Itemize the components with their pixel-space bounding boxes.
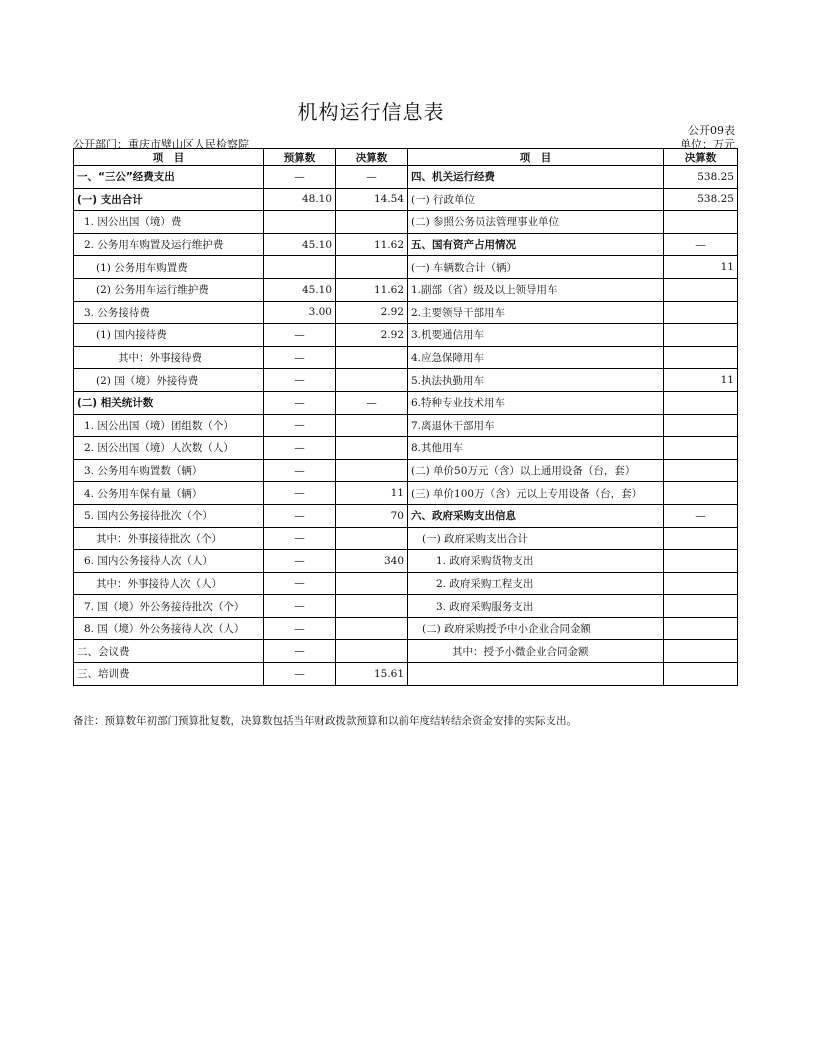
right-row-label: 3. 政府采购服务支出: [408, 595, 664, 618]
right-row-label: (二) 单价50万元（含）以上通用设备（台，套）: [408, 459, 664, 482]
final-cell: 14.54: [336, 188, 408, 211]
table-row: [74, 482, 738, 505]
right-final-cell: [664, 459, 738, 482]
final-cell: [336, 459, 408, 482]
row-label: (一) 支出合计: [74, 188, 264, 211]
right-final-cell: 538.25: [664, 188, 738, 211]
final-cell: 2.92: [336, 324, 408, 347]
row-label: 3. 公务接待费: [74, 301, 264, 324]
right-row-label: (三) 单价100万（含）元以上专用设备（台，套）: [408, 482, 664, 505]
budget-cell: —: [264, 369, 336, 392]
row-label: 7. 国（境）外公务接待批次（个）: [74, 595, 264, 618]
right-row-label: (一) 行政单位: [408, 188, 664, 211]
right-final-cell: [664, 640, 738, 663]
right-final-cell: [664, 595, 738, 618]
row-label: (2) 公务用车运行维护费: [74, 278, 264, 301]
unit-label: 单位：万元: [680, 138, 735, 151]
header-final-right: 决算数: [664, 149, 738, 166]
row-label: 二、会议费: [74, 640, 264, 663]
final-cell: [336, 369, 408, 392]
right-final-cell: [664, 301, 738, 324]
department-label: 公开部门：重庆市璧山区人民检察院: [73, 138, 249, 151]
budget-cell: —: [264, 595, 336, 618]
table-code: 公开09表: [688, 124, 735, 137]
table-row: [74, 166, 738, 189]
right-row-label: 1. 政府采购货物支出: [408, 550, 664, 573]
header-item: 项 目: [74, 149, 264, 166]
budget-cell: —: [264, 527, 336, 550]
table-row: [74, 640, 738, 663]
final-cell: 15.61: [336, 663, 408, 686]
budget-cell: —: [264, 550, 336, 573]
table-row: [74, 391, 738, 414]
budget-cell: —: [264, 504, 336, 527]
right-row-label: 4.应急保障用车: [408, 346, 664, 369]
table-header-row: [74, 149, 738, 166]
row-label: 一、“三公”经费支出: [74, 166, 264, 189]
row-label: 3. 公务用车购置数（辆）: [74, 459, 264, 482]
right-row-label: 六、政府采购支出信息: [408, 504, 664, 527]
right-final-cell: [664, 278, 738, 301]
right-row-label: 1.副部（省）级及以上领导用车: [408, 278, 664, 301]
budget-cell: —: [264, 572, 336, 595]
final-cell: [336, 437, 408, 460]
table-row: [74, 459, 738, 482]
final-cell: 340: [336, 550, 408, 573]
table-row: [74, 369, 738, 392]
row-label: (1) 公务用车购置费: [74, 256, 264, 279]
footnote: 备注：预算数年初部门预算批复数，决算数包括当年财政拨款预算和以前年度结转结余资金安排的实际支出。: [73, 715, 577, 727]
table-row: [74, 233, 738, 256]
right-final-cell: —: [664, 504, 738, 527]
right-final-cell: [664, 324, 738, 347]
table-row: [74, 414, 738, 437]
right-row-label: (二) 参照公务员法管理事业单位: [408, 211, 664, 234]
header-final: 决算数: [336, 149, 408, 166]
final-cell: [336, 527, 408, 550]
budget-cell: 48.10: [264, 188, 336, 211]
right-row-label: (一) 车辆数合计（辆）: [408, 256, 664, 279]
right-final-cell: [664, 211, 738, 234]
table-row: [74, 617, 738, 640]
budget-cell: —: [264, 482, 336, 505]
right-row-label: 7.离退休干部用车: [408, 414, 664, 437]
table-row: [74, 324, 738, 347]
right-final-cell: [664, 346, 738, 369]
row-label: 5. 国内公务接待批次（个）: [74, 504, 264, 527]
right-row-label: 2.主要领导干部用车: [408, 301, 664, 324]
budget-cell: —: [264, 414, 336, 437]
row-label: 1. 因公出国（境）费: [74, 211, 264, 234]
final-cell: [336, 256, 408, 279]
row-label: 1. 因公出国（境）团组数（个）: [74, 414, 264, 437]
right-final-cell: [664, 482, 738, 505]
budget-cell: —: [264, 391, 336, 414]
table-row: [74, 346, 738, 369]
budget-cell: 3.00: [264, 301, 336, 324]
right-final-cell: [664, 527, 738, 550]
row-label: 其中：外事接待人次（人）: [74, 572, 264, 595]
final-cell: [336, 414, 408, 437]
right-row-label: 2. 政府采购工程支出: [408, 572, 664, 595]
table-row: [74, 301, 738, 324]
right-final-cell: 11: [664, 256, 738, 279]
right-final-cell: 538.25: [664, 166, 738, 189]
budget-cell: 45.10: [264, 278, 336, 301]
right-row-label: 6.特种专业技术用车: [408, 391, 664, 414]
table-row: [74, 278, 738, 301]
right-final-cell: 11: [664, 369, 738, 392]
row-label: 三、培训费: [74, 663, 264, 686]
final-cell: [336, 211, 408, 234]
final-cell: 11.62: [336, 233, 408, 256]
final-cell: —: [336, 166, 408, 189]
page-title: 机构运行信息表: [297, 100, 445, 124]
final-cell: [336, 572, 408, 595]
header-budget: 预算数: [264, 149, 336, 166]
right-final-cell: —: [664, 233, 738, 256]
right-final-cell: [664, 437, 738, 460]
row-label: (1) 国内接待费: [74, 324, 264, 347]
right-row-label: 5.执法执勤用车: [408, 369, 664, 392]
budget-cell: —: [264, 437, 336, 460]
right-final-cell: [664, 663, 738, 686]
budget-cell: —: [264, 346, 336, 369]
info-table: [73, 148, 738, 686]
table-row: [74, 663, 738, 686]
final-cell: [336, 595, 408, 618]
row-label: (2) 国（境）外接待费: [74, 369, 264, 392]
right-final-cell: [664, 414, 738, 437]
right-row-label: (二) 政府采购授予中小企业合同金额: [408, 617, 664, 640]
table-row: [74, 595, 738, 618]
budget-cell: 45.10: [264, 233, 336, 256]
row-label: (二) 相关统计数: [74, 391, 264, 414]
final-cell: 11: [336, 482, 408, 505]
right-row-label: 五、国有资产占用情况: [408, 233, 664, 256]
table-row: [74, 572, 738, 595]
row-label: 4. 公务用车保有量（辆）: [74, 482, 264, 505]
right-final-cell: [664, 572, 738, 595]
right-final-cell: [664, 391, 738, 414]
table-row: [74, 211, 738, 234]
row-label: 2. 因公出国（境）人次数（人）: [74, 437, 264, 460]
budget-cell: —: [264, 324, 336, 347]
right-row-label: 3.机要通信用车: [408, 324, 664, 347]
right-final-cell: [664, 617, 738, 640]
budget-cell: —: [264, 617, 336, 640]
final-cell: 70: [336, 504, 408, 527]
budget-cell: —: [264, 640, 336, 663]
header-item-right: 项 目: [408, 149, 664, 166]
budget-cell: [264, 211, 336, 234]
table-row: [74, 504, 738, 527]
table-row: [74, 527, 738, 550]
final-cell: [336, 640, 408, 663]
table-row: [74, 256, 738, 279]
final-cell: [336, 617, 408, 640]
right-row-label: [408, 663, 664, 686]
budget-cell: —: [264, 459, 336, 482]
row-label: 6. 国内公务接待人次（人）: [74, 550, 264, 573]
final-cell: —: [336, 391, 408, 414]
budget-cell: —: [264, 663, 336, 686]
table-row: [74, 437, 738, 460]
budget-cell: —: [264, 166, 336, 189]
row-label: 其中：外事接待费: [74, 346, 264, 369]
final-cell: [336, 346, 408, 369]
right-row-label: 8.其他用车: [408, 437, 664, 460]
right-row-label: 其中：授予小微企业合同金额: [408, 640, 664, 663]
right-row-label: (一) 政府采购支出合计: [408, 527, 664, 550]
right-final-cell: [664, 550, 738, 573]
final-cell: 2.92: [336, 301, 408, 324]
budget-cell: [264, 256, 336, 279]
row-label: 8. 国（境）外公务接待人次（人）: [74, 617, 264, 640]
table-row: [74, 188, 738, 211]
table-row: [74, 550, 738, 573]
row-label: 2. 公务用车购置及运行维护费: [74, 233, 264, 256]
final-cell: 11.62: [336, 278, 408, 301]
right-row-label: 四、机关运行经费: [408, 166, 664, 189]
row-label: 其中：外事接待批次（个）: [74, 527, 264, 550]
